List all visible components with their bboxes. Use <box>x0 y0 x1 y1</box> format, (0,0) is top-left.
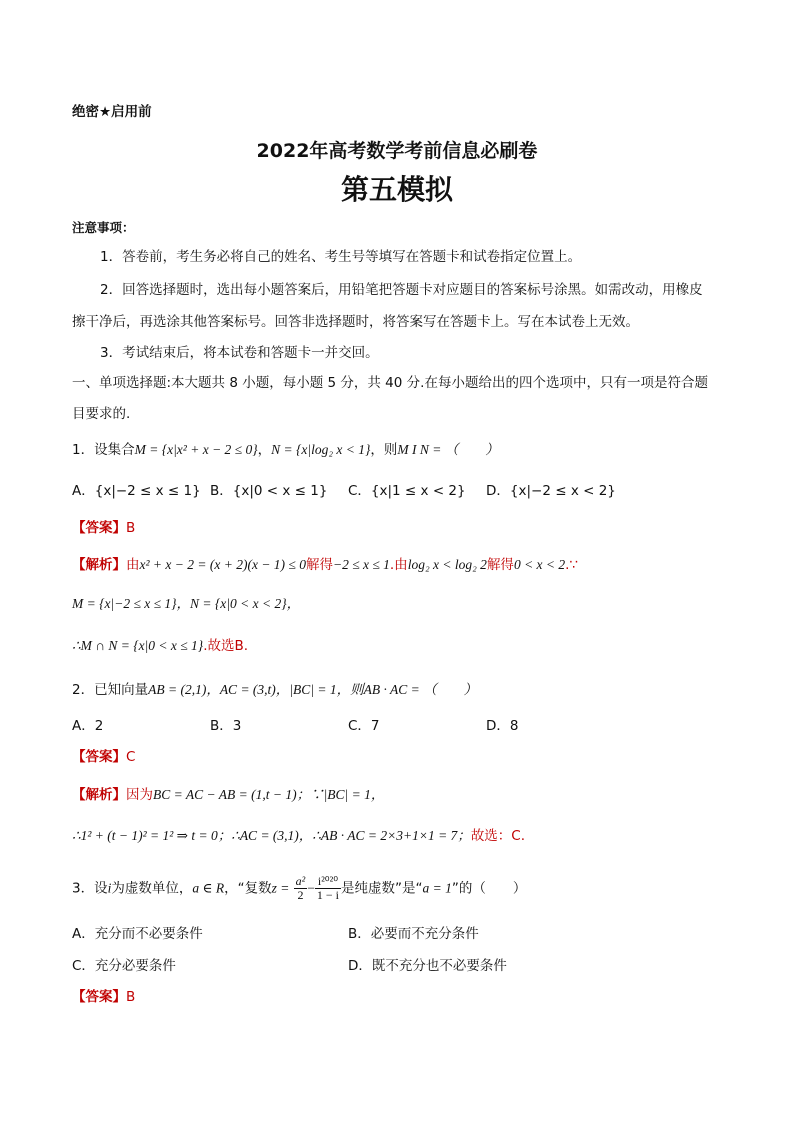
q3-text: ，“复数 <box>224 880 272 897</box>
q2-answer-label: 【答案】 <box>72 749 126 765</box>
q2-vector-ab: AB = (2,1)， <box>148 682 220 697</box>
q2-analysis-label: 【解析】 <box>72 787 126 803</box>
q2-answer-value: C <box>126 749 136 765</box>
q1-analysis-text: 解得 <box>305 557 333 573</box>
q1-analysis-text: 由 <box>126 557 140 573</box>
q3-option-d: D．既不充分也不必要条件 <box>348 958 507 974</box>
q2-prefix: 2．已知向量 <box>72 682 149 698</box>
q1-analysis-math: ∴M ∩ N = {x|0 < x ≤ 1} <box>72 638 204 653</box>
q1-answer-label: 【答案】 <box>72 520 126 536</box>
q3-frac2-num: i²⁰²⁰ <box>315 875 341 889</box>
q1-ask: M I N = （ ） <box>397 442 499 457</box>
q1-option-c: C．{x|1 ≤ x < 2} <box>348 483 466 499</box>
exam-title: 2022年高考数学考前信息必刷卷 <box>256 140 538 162</box>
exam-subtitle: 第五模拟 <box>340 173 453 206</box>
q1-sep: ， <box>257 442 272 458</box>
q2-analysis-line-1 <box>72 785 384 805</box>
q2-answer <box>72 747 135 767</box>
q1-analysis-line-1 <box>72 555 578 575</box>
q2-analysis-math: BC = AC − AB = (1,t − 1)；∵|BC| = 1， <box>153 787 385 802</box>
q1-option-d: D．{x|−2 ≤ x < 2} <box>486 483 616 499</box>
q1-analysis-text: .∵ <box>565 557 579 573</box>
q2-analysis-text: 故选：C. <box>470 828 526 844</box>
q2-analysis-math: ∴1² + (t − 1)² = 1² ⇒ t = 0；∴AC = (3,1)，∴AB · AC = 2×3+1×1 = 7； <box>72 828 471 843</box>
note-item-1: 1．答卷前，考生务必将自己的姓名、考生号等填写在答题卡和试卷指定位置上。 <box>100 249 582 265</box>
q1-analysis-line-2: M = {x|−2 ≤ x ≤ 1}，N = {x|0 < x < 2}， <box>72 596 301 611</box>
q1-set-n: N = {x|log₂ x < 1} <box>271 442 371 457</box>
q3-fraction-1 <box>294 875 308 902</box>
q1-analysis-line-3 <box>72 636 248 656</box>
section-heading-cont: 目要求的. <box>72 406 131 422</box>
q3-text: 是纯虚数”是“ <box>341 880 423 897</box>
q3-frac1-den: 2 <box>297 888 304 902</box>
q1-option-a: A．{x|−2 ≤ x ≤ 1} <box>72 483 201 499</box>
question-3-stem <box>72 875 526 902</box>
q1-analysis-label: 【解析】 <box>72 557 126 573</box>
q1-prefix: 1．设集合 <box>72 442 135 458</box>
q3-math: z = <box>271 880 290 896</box>
q3-minus: − <box>307 880 315 896</box>
q1-analysis-math: −2 ≤ x ≤ 1 <box>332 557 390 572</box>
q3-math: a ∈ R <box>192 880 225 896</box>
q2-option-d: D．8 <box>486 718 519 734</box>
q1-set-m: M = {x|x² + x − 2 ≤ 0} <box>134 442 258 457</box>
question-2-stem <box>72 680 477 700</box>
confidential-mark: 绝密★启用前 <box>72 104 152 120</box>
q2-vector-bc: |BC| = 1，则 <box>289 682 364 697</box>
note-item-2: 2．回答选择题时，选出每小题答案后，用铅笔把答题卡对应题目的答案标号涂黑。如需改动，用橡皮 <box>100 282 703 298</box>
q3-answer-value: B <box>126 989 136 1005</box>
q2-option-c: C．7 <box>348 718 380 734</box>
q3-math: i <box>107 880 112 896</box>
q3-text: 3．设 <box>72 880 108 897</box>
q1-analysis-math: log₂ x < log₂ 2 <box>407 557 487 572</box>
q2-ask: AB · AC = （ ） <box>363 682 478 697</box>
q3-option-c: C．充分必要条件 <box>72 958 176 974</box>
q2-option-b: B．3 <box>210 718 242 734</box>
q1-analysis-math: x² + x − 2 = (x + 2)(x − 1) ≤ 0 <box>139 557 306 572</box>
q1-option-b: B．{x|0 < x ≤ 1} <box>210 483 328 499</box>
q1-analysis-text: .故选B. <box>203 638 249 654</box>
q3-frac1-num: a² <box>295 874 306 888</box>
q2-option-a: A．2 <box>72 718 104 734</box>
note-item-3: 3．考试结束后，将本试卷和答题卡一并交回。 <box>100 345 379 361</box>
q3-frac2-den: 1 − i <box>316 888 339 902</box>
q2-analysis-text: 因为 <box>126 787 153 803</box>
q1-analysis-text: .由 <box>389 557 408 573</box>
notes-heading: 注意事项： <box>72 220 135 235</box>
section-heading: 一、单项选择题:本大题共 8 小题，每小题 5 分，共 40 分.在每小题给出的四个选项中，只有一项是符合题 <box>72 375 708 391</box>
q3-option-b: B．必要而不充分条件 <box>348 926 479 942</box>
q1-suffix: ，则 <box>370 442 398 458</box>
q2-analysis-line-2 <box>72 826 525 846</box>
q3-option-a: A．充分而不必要条件 <box>72 926 203 942</box>
q3-answer-label: 【答案】 <box>72 989 126 1005</box>
q3-fraction-2 <box>315 875 341 902</box>
q2-vector-ac: AC = (3,t)， <box>219 682 290 697</box>
q3-text: ”的（ ） <box>451 880 527 897</box>
q1-analysis-math: 0 < x < 2 <box>513 557 566 572</box>
question-1-stem <box>72 440 499 460</box>
q3-answer <box>72 987 135 1007</box>
q1-analysis-text: 解得 <box>486 557 514 573</box>
q3-math: a = 1 <box>422 880 452 896</box>
q3-text: 为虚数单位， <box>111 880 193 897</box>
note-item-2-cont: 擦干净后，再选涂其他答案标号。回答非选择题时，将答案写在答题卡上。写在本试卷上无效。 <box>72 314 639 330</box>
q1-answer <box>72 518 135 538</box>
q1-answer-value: B <box>126 520 136 536</box>
